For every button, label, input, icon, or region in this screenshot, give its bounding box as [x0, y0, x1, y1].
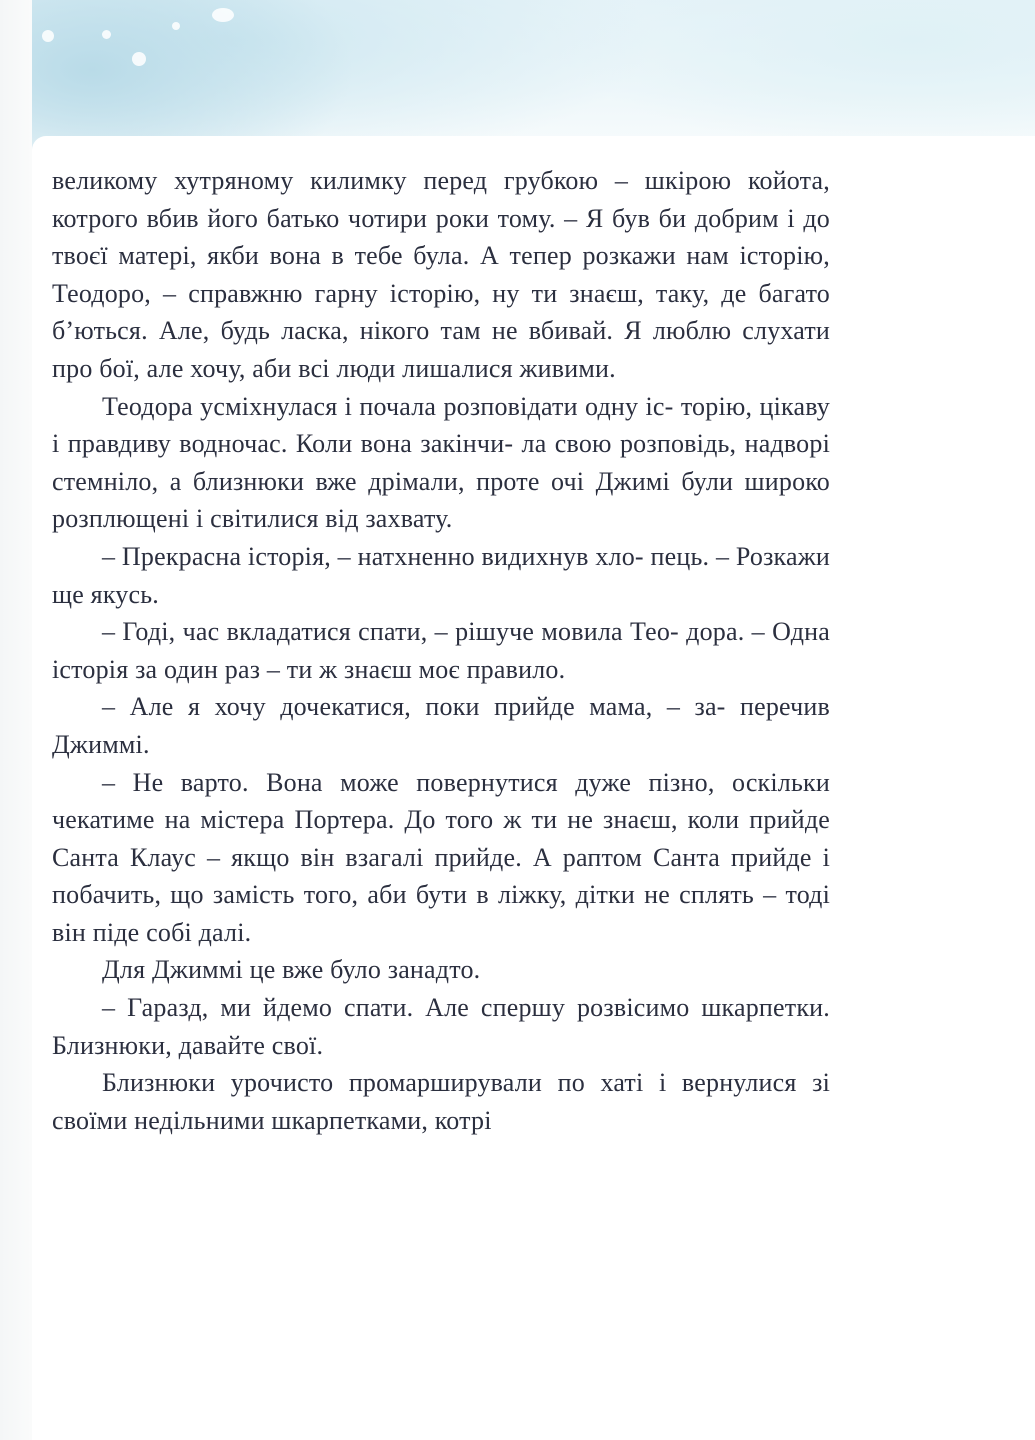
text-line: Я був би добрим і до твоєї матері, якби вона в тебе була.: [52, 203, 830, 271]
paragraph-continued: [52, 162, 830, 388]
paragraph-dialogue: [52, 613, 830, 688]
text-line: прийде. А раптом Санта прийде і побачить, що замість: [52, 842, 831, 910]
text-line: дора. – Одна історія за один раз – ти ж знаєш моє: [52, 617, 830, 684]
text-line: А тепер розкажи нам історію, Теодоро, – справжню: [52, 241, 830, 308]
header-text-area-cutout: [32, 136, 1035, 156]
snowflake-icon: [172, 22, 180, 30]
text-line: ла свою розповідь, надворі стемніло, а близнюки вже: [52, 429, 830, 496]
paragraph-narration: [52, 1064, 830, 1139]
winter-header-illustration: [32, 0, 1035, 150]
text-line: перечив Джиммі.: [52, 692, 831, 759]
text-line: і вернулися зі своїми недільними шкарпетками, котрі: [52, 1068, 831, 1135]
text-line: того, аби бути в ліжку, дітки не сплять – тоді він піде: [52, 880, 831, 947]
text-line: койота, котрого вбив його батько чотири роки тому. –: [52, 166, 830, 233]
text-line: – Прекрасна історія, – натхненно видихнув хло-: [102, 541, 644, 571]
text-line: Близнюки урочисто промарширували по хаті: [102, 1068, 644, 1098]
page-left-margin: [0, 0, 32, 1440]
text-line: – Не варто. Вона може повернутися дуже пізно,: [102, 767, 715, 797]
paragraph-narration: [52, 951, 830, 989]
paragraph-dialogue: [52, 764, 830, 952]
text-line: – Гаразд, ми йдемо спати. Але спершу розвісимо: [102, 993, 690, 1023]
text-line: правило.: [466, 654, 566, 684]
paragraph-teodora-story: [52, 388, 830, 538]
text-line: оскільки чекатиме на містера Портера. До того ж ти: [52, 767, 830, 835]
snowflake-icon: [42, 30, 54, 42]
text-line: – Але я хочу дочекатися, поки прийде мама, – за-: [102, 692, 726, 722]
text-line: бої, але хочу, аби всі люди лишалися живими.: [99, 353, 616, 383]
text-line: Теодора усміхнулася і почала розповідати одну іс-: [102, 391, 674, 421]
text-line: пець. – Розкажи ще якусь.: [52, 541, 831, 609]
paragraph-dialogue: [52, 688, 830, 763]
paragraph-dialogue: [52, 989, 830, 1064]
snowflake-icon: [132, 52, 146, 66]
snowflake-icon: [102, 30, 111, 39]
text-line: собі далі.: [146, 917, 252, 947]
text-line: гарну історію, ну ти знаєш, таку, де багато б’ються. Але,: [52, 278, 830, 346]
text-line: Для Джиммі це вже було занадто.: [102, 955, 481, 985]
text-line: торію, цікаву і правдиву водночас. Коли вона закінчи-: [52, 391, 830, 459]
text-line: і світилися від захвату.: [195, 504, 453, 534]
text-line: великому хутряному килимку перед грубкою – шкірою: [52, 166, 732, 195]
paragraph-dialogue: [52, 538, 830, 613]
text-line: дрімали, проте очі Джимі були широко розплющені: [52, 466, 830, 534]
text-line: шкарпетки. Близнюки, давайте свої.: [52, 993, 830, 1060]
text-line: не знаєш, коли прийде Санта Клаус – якщо він взагалі: [52, 805, 830, 872]
book-page-body: [52, 162, 830, 1139]
text-line: – Годі, час вкладатися спати, – рішуче мовила Тео-: [102, 617, 679, 647]
text-line: будь ласка, нікого там не вбивай. Я люблю слухати про: [52, 316, 831, 383]
snowflake-icon: [212, 8, 234, 22]
